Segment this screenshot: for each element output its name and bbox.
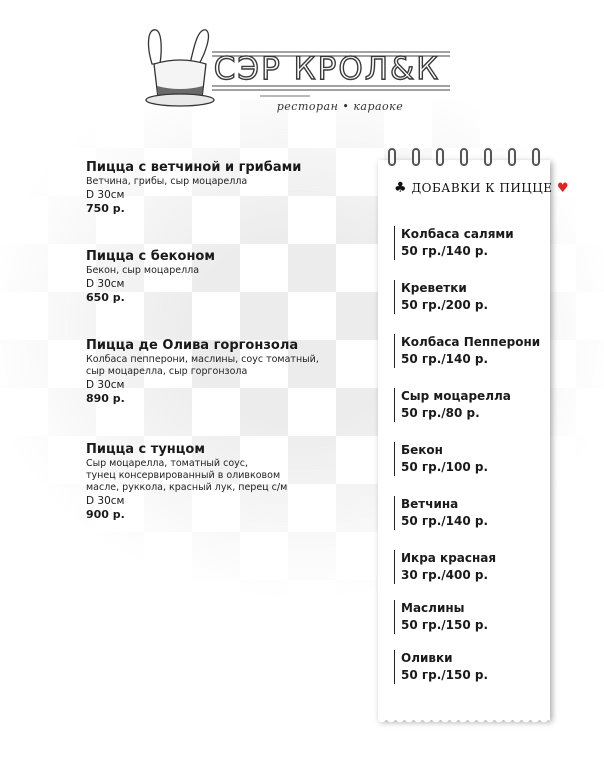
pizza-item bbox=[86, 160, 301, 216]
addon-item bbox=[394, 496, 551, 530]
addons-title bbox=[394, 180, 569, 196]
spiral-ring-icon bbox=[508, 148, 516, 166]
brand-subtitle: ресторан • караоке bbox=[276, 100, 404, 113]
spiral-ring-icon bbox=[388, 148, 396, 166]
spiral-ring-icon bbox=[532, 148, 540, 166]
pizza-size: D 30см bbox=[86, 379, 125, 391]
addon-price: 50 гр./140 р. bbox=[401, 244, 489, 258]
pizza-item bbox=[86, 338, 319, 406]
pizza-description: Сыр моцарелла, томатный соус, bbox=[86, 458, 249, 469]
addon-price: 50 гр./100 р. bbox=[401, 460, 489, 474]
addon-price: 50 гр./200 р. bbox=[401, 298, 489, 312]
spiral-ring-icon bbox=[436, 148, 444, 166]
pizza-size: D 30см bbox=[86, 189, 125, 201]
pizza-price: 750 р. bbox=[86, 202, 125, 215]
addon-name: Маслины bbox=[401, 601, 465, 615]
addon-price: 50 гр./150 р. bbox=[401, 618, 489, 632]
spiral-ring-icon bbox=[412, 148, 420, 166]
spiral-ring-icon bbox=[484, 148, 492, 166]
addon-name: Креветки bbox=[401, 281, 467, 295]
addon-item bbox=[394, 388, 551, 422]
addon-price: 50 гр./140 р. bbox=[401, 352, 489, 366]
pizza-description: масле, руккола, красный лук, перец с/м bbox=[86, 482, 288, 493]
addon-name: Колбаса Пепперони bbox=[401, 335, 541, 349]
pizza-price: 650 р. bbox=[86, 291, 125, 304]
pizza-price: 900 р. bbox=[86, 508, 125, 521]
addon-item bbox=[394, 650, 551, 684]
pizza-name: Пицца с ветчиной и грибами bbox=[86, 160, 302, 175]
club-suit-icon: ♣ bbox=[394, 180, 408, 196]
logo bbox=[140, 20, 470, 113]
pizza-price: 890 р. bbox=[86, 392, 125, 405]
addon-name: Ветчина bbox=[401, 497, 459, 511]
addon-item bbox=[394, 442, 551, 476]
addon-name: Икра красная bbox=[401, 551, 497, 565]
pizza-description: Бекон, сыр моцарелла bbox=[86, 265, 200, 276]
addon-price: 50 гр./140 р. bbox=[401, 514, 489, 528]
addon-name: Оливки bbox=[401, 651, 453, 665]
pizza-name: Пицца с тунцом bbox=[86, 442, 205, 457]
addons-title-text: ДОБАВКИ К ПИЦЦЕ bbox=[411, 181, 553, 195]
pizza-description: Ветчина, грибы, сыр моцарелла bbox=[86, 176, 248, 187]
pizza-description: тунец консервированный в оливковом bbox=[86, 470, 281, 481]
pizza-name: Пицца с беконом bbox=[86, 249, 215, 264]
pizza-size: D 30см bbox=[86, 495, 125, 507]
pizza-description: сыр моцарелла, сыр горгонзола bbox=[86, 366, 248, 377]
addon-item bbox=[394, 280, 551, 314]
addon-price: 50 гр./80 р. bbox=[401, 406, 480, 420]
spiral-ring-icon bbox=[460, 148, 468, 166]
addon-item bbox=[394, 550, 551, 584]
brand-title: СЭР КРОЛ&К bbox=[213, 51, 441, 87]
addons-notepad bbox=[378, 160, 569, 720]
pizza-description: Колбаса пепперони, маслины, соус томатный, bbox=[86, 354, 319, 365]
pizza-name: Пицца де Олива горгонзола bbox=[86, 338, 299, 353]
addon-price: 30 гр./400 р. bbox=[401, 568, 489, 582]
addon-price: 50 гр./150 р. bbox=[401, 668, 489, 682]
pizza-size: D 30см bbox=[86, 278, 125, 290]
addon-item bbox=[394, 226, 551, 260]
pizza-item bbox=[86, 442, 287, 522]
heart-icon: ♥ bbox=[556, 181, 569, 196]
addon-name: Бекон bbox=[401, 443, 443, 457]
addon-item bbox=[394, 334, 551, 368]
addon-item bbox=[394, 600, 551, 634]
pizza-item bbox=[86, 249, 215, 305]
addon-name: Колбаса салями bbox=[401, 227, 514, 241]
addon-name: Сыр моцарелла bbox=[401, 389, 511, 403]
